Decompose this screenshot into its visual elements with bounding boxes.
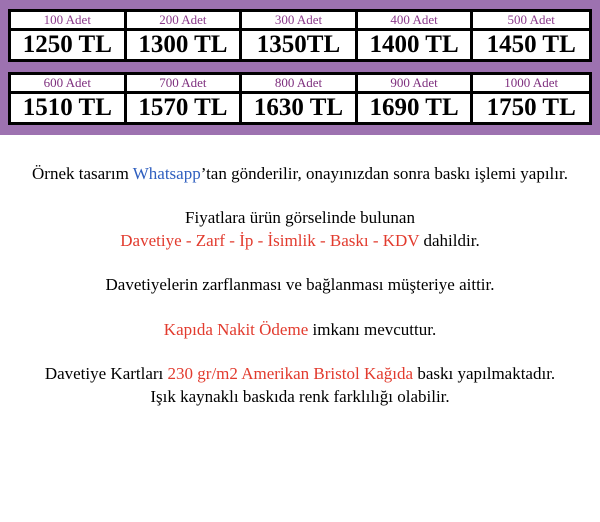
note-text: dahildir. <box>419 230 480 250</box>
note-line: Fiyatlara ürün görselinde bulunan <box>185 208 415 228</box>
quantity-cell: 500 Adet <box>473 12 589 31</box>
note-text: imkanı mevcuttur. <box>308 319 437 339</box>
price-cell: 1450 TL <box>473 31 589 59</box>
price-table-row-2 <box>8 72 592 125</box>
price-cell: 1300 TL <box>127 31 243 59</box>
price-cell: 1510 TL <box>11 94 127 122</box>
table-row-quantities <box>11 12 589 31</box>
note-included <box>10 207 590 252</box>
note-line <box>10 363 590 385</box>
note-payment <box>10 319 590 341</box>
quantity-cell: 100 Adet <box>11 12 127 31</box>
notes-section <box>0 135 600 408</box>
note-highlight-paper-type: 230 gr/m2 Amerikan Bristol Kağıda <box>167 364 414 384</box>
note-line: Işık kaynaklı baskıda renk farklılığı olabilir. <box>150 386 450 406</box>
note-highlight-whatsapp: Whatsapp <box>132 164 201 183</box>
quantity-cell: 200 Adet <box>127 12 243 31</box>
note-text: Davetiye Kartları <box>44 364 168 384</box>
price-cell: 1750 TL <box>473 94 589 122</box>
note-highlight-cash-on-delivery: Kapıda Nakit Ödeme <box>163 319 309 339</box>
quantity-cell: 1000 Adet <box>473 75 589 94</box>
table-row-prices <box>11 94 589 122</box>
price-cell: 1630 TL <box>242 94 358 122</box>
price-cell: 1570 TL <box>127 94 243 122</box>
note-whatsapp <box>10 163 590 185</box>
note-line <box>10 319 590 341</box>
price-cell: 1400 TL <box>358 31 474 59</box>
price-cell: 1250 TL <box>11 31 127 59</box>
note-text: Örnek tasarım <box>32 164 133 183</box>
quantity-cell: 300 Adet <box>242 12 358 31</box>
table-row-prices <box>11 31 589 59</box>
note-text: ’tan gönderilir, onayınızdan sonra baskı işlemi yapılır. <box>200 164 568 183</box>
note-paper <box>10 363 590 408</box>
price-table-row-1 <box>8 9 592 62</box>
note-line <box>10 163 590 185</box>
quantity-cell: 400 Adet <box>358 12 474 31</box>
quantity-cell: 800 Adet <box>242 75 358 94</box>
quantity-cell: 700 Adet <box>127 75 243 94</box>
note-envelope <box>10 274 590 296</box>
note-highlight-included-items: Davetiye - Zarf - İp - İsimlik - Baskı - KDV <box>120 230 420 250</box>
price-panel <box>0 0 600 135</box>
quantity-cell: 900 Adet <box>358 75 474 94</box>
price-cell: 1350TL <box>242 31 358 59</box>
price-cell: 1690 TL <box>358 94 474 122</box>
note-line <box>10 230 590 252</box>
quantity-cell: 600 Adet <box>11 75 127 94</box>
table-row-quantities <box>11 75 589 94</box>
note-line: Davetiyelerin zarflanması ve bağlanması müşteriye aittir. <box>105 275 495 295</box>
note-text: baskı yapılmaktadır. <box>413 364 556 384</box>
